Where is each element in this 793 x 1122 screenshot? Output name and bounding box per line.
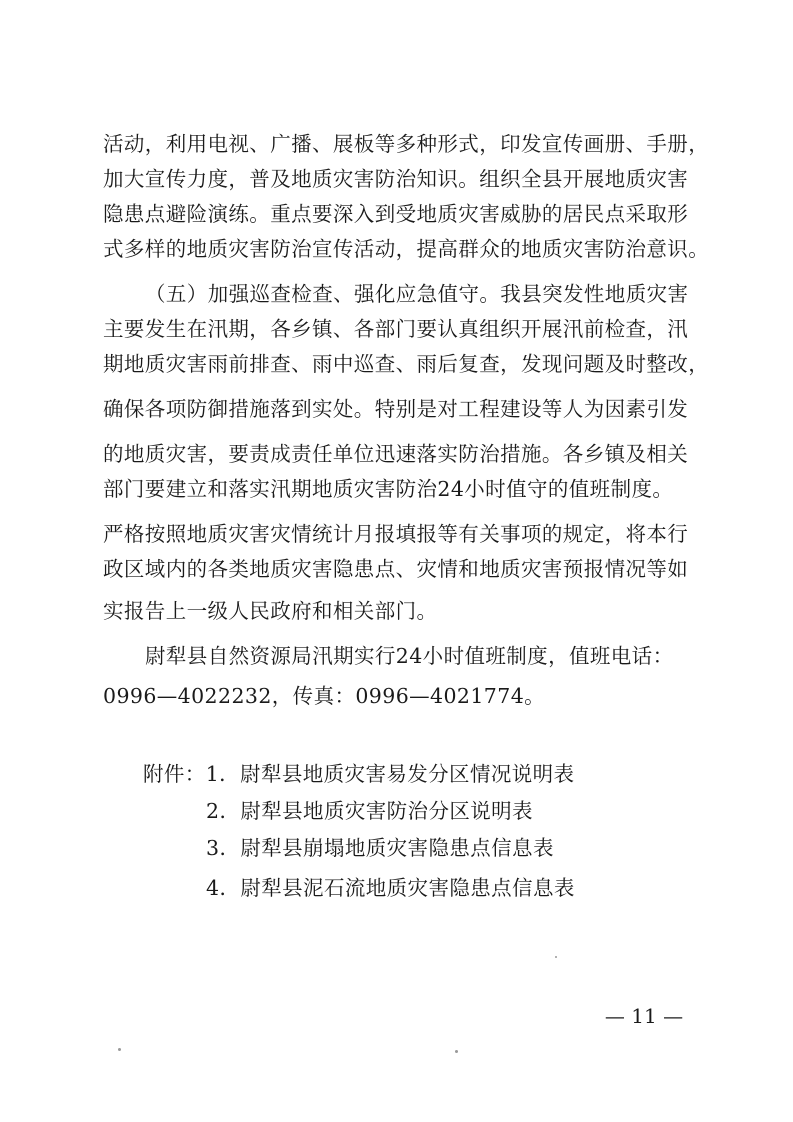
body-line-7: 期地质灾害雨前排查、雨中巡查、雨后复查，发现问题及时整改， xyxy=(103,352,710,376)
body-line-3: 隐患点避险演练。重点要深入到受地质灾害威胁的居民点采取形 xyxy=(103,202,689,226)
body-line-1: 活动，利用电视、广播、展板等多种形式，印发宣传画册、手册， xyxy=(103,132,710,156)
body-line-10: 部门要建立和落实汛期地质灾害防治24小时值守的值班制度。 xyxy=(103,477,674,501)
body-line-2: 加大宣传力度，普及地质灾害防治知识。组织全县开展地质灾害 xyxy=(103,167,689,191)
body-line-6: 主要发生在汛期，各乡镇、各部门要认真组织开展汛前检查，汛 xyxy=(103,317,689,341)
body-line-8: 确保各项防御措施落到实处。特别是对工程建设等人为因素引发 xyxy=(103,397,689,421)
scan-speck xyxy=(455,1050,458,1053)
section-heading-line: （五）加强巡查检查、强化应急值守。我县突发性地质灾害 xyxy=(145,282,689,306)
page-number: — 11 — xyxy=(604,1004,684,1028)
scan-speck xyxy=(118,1048,121,1051)
attachment-item-4: 4．尉犁县泥石流地质灾害隐患点信息表 xyxy=(206,876,575,900)
attachment-item-1: 附件：1．尉犁县地质灾害易发分区情况说明表 xyxy=(143,762,575,786)
body-line-9: 的地质灾害，要责成责任单位迅速落实防治措施。各乡镇及相关 xyxy=(103,442,689,466)
body-line-13: 实报告上一级人民政府和相关部门。 xyxy=(103,599,438,623)
duty-line: 尉犁县自然资源局汛期实行24小时值班制度，值班电话： xyxy=(145,644,674,668)
attachment-item-2: 2．尉犁县地质灾害防治分区说明表 xyxy=(206,799,533,823)
body-line-4: 式多样的地质灾害防治宣传活动，提高群众的地质灾害防治意识。 xyxy=(103,237,710,261)
body-line-12: 政区域内的各类地质灾害隐患点、灾情和地质灾害预报情况等如 xyxy=(103,557,689,581)
contact-line: 0996—4022232，传真：0996—4021774。 xyxy=(103,684,546,708)
attachment-item-3: 3．尉犁县崩塌地质灾害隐患点信息表 xyxy=(206,836,554,860)
body-line-11: 严格按照地质灾害灾情统计月报填报等有关事项的规定，将本行 xyxy=(103,522,689,546)
scan-speck xyxy=(555,956,557,958)
